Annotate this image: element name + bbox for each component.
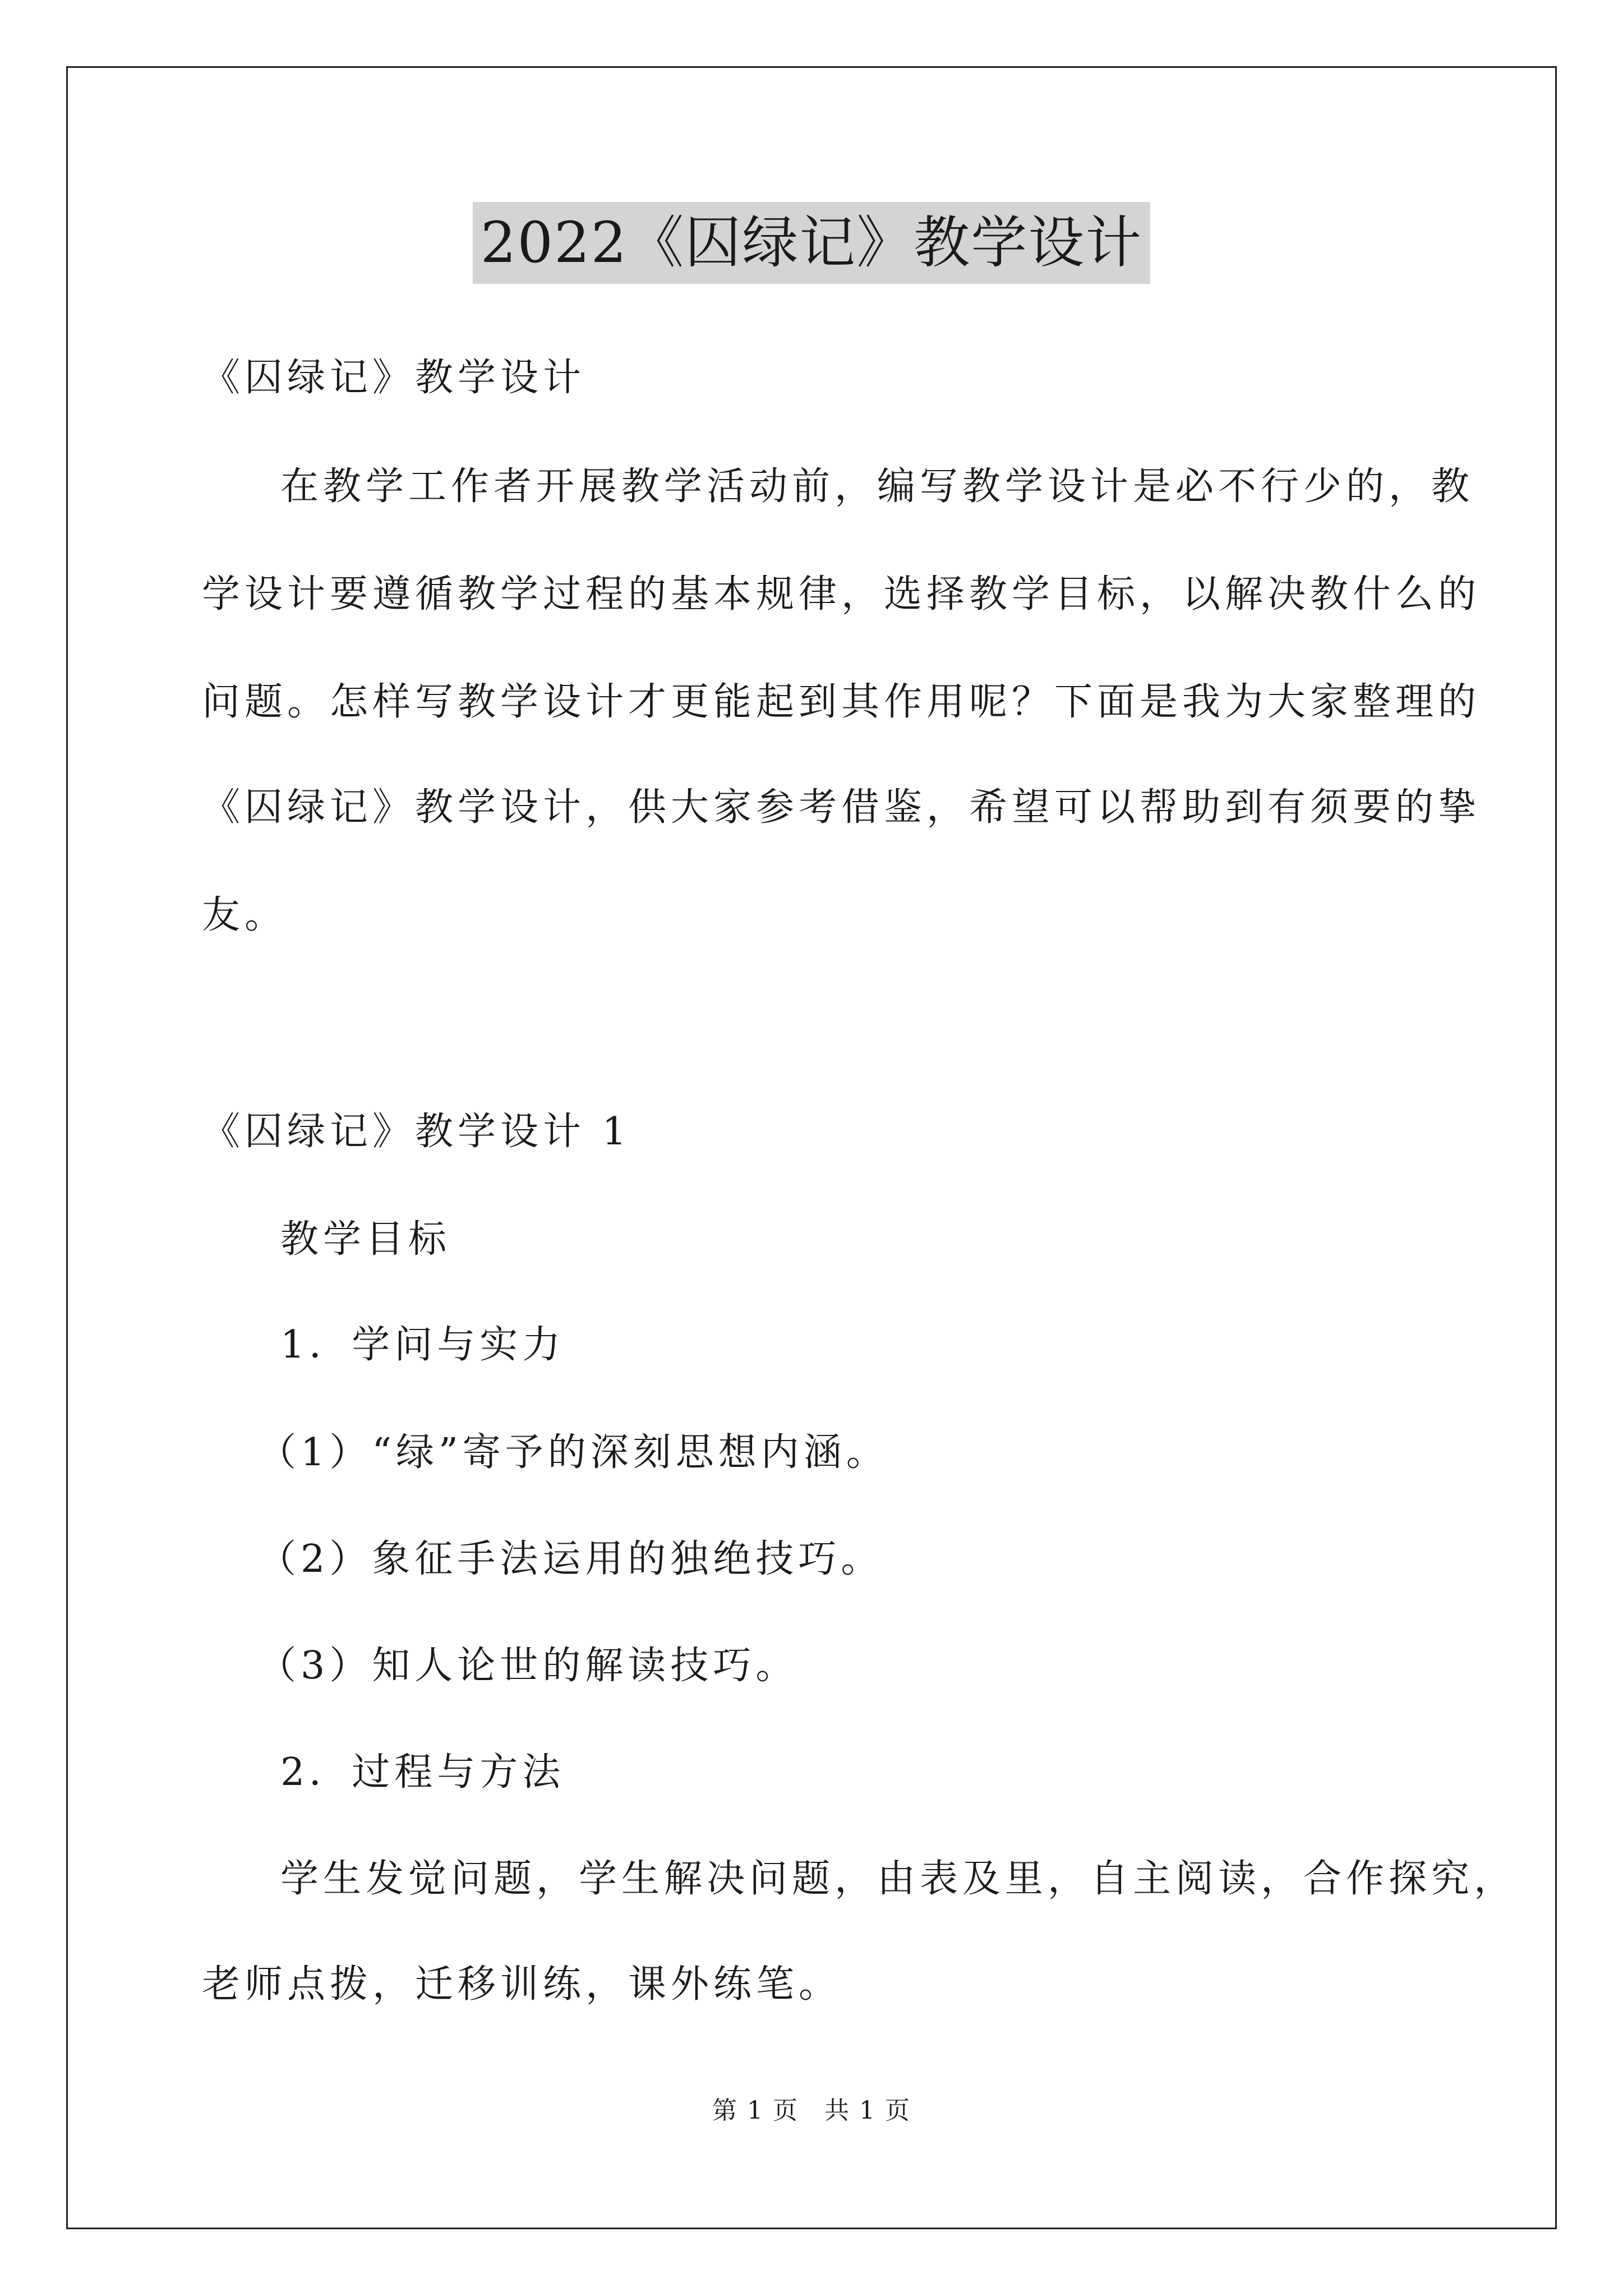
title-container bbox=[0, 202, 1623, 284]
page-footer: 第 1 页 共 1 页 bbox=[712, 2096, 911, 2125]
method-line-2: 老师点拨，迁移训练，课外练笔。 bbox=[202, 1962, 842, 2007]
section-heading: 《囚绿记》教学设计 1 bbox=[202, 1110, 631, 1154]
intro-line-2: 学设计要遵循教学过程的基本规律，选择教学目标，以解决教什么的 bbox=[202, 572, 1481, 616]
sub-item-1: （1）“绿”寄予的深刻思想内涵。 bbox=[258, 1430, 889, 1475]
method-line-1: 学生发觉问题，学生解决问题，由表及里，自主阅读，合作探究， bbox=[280, 1857, 1517, 1901]
document-title: 2022《囚绿记》教学设计 bbox=[473, 202, 1151, 284]
item1-heading: 1．学问与实力 bbox=[280, 1323, 565, 1367]
intro-line-1: 在教学工作者开展教学活动前，编写教学设计是必不行少的，教 bbox=[280, 464, 1474, 509]
objectives-heading: 教学目标 bbox=[280, 1217, 451, 1262]
sub-item-3: （3）知人论世的解读技巧。 bbox=[258, 1644, 799, 1688]
intro-line-3: 问题。怎样写教学设计才更能起到其作用呢？下面是我为大家整理的 bbox=[202, 680, 1481, 724]
intro-line-4: 《囚绿记》教学设计，供大家参考借鉴，希望可以帮助到有须要的挚 bbox=[202, 785, 1481, 830]
document-subtitle: 《囚绿记》教学设计 bbox=[202, 356, 586, 400]
intro-line-5: 友。 bbox=[202, 893, 288, 937]
sub-item-2: （2）象征手法运用的独绝技巧。 bbox=[258, 1537, 884, 1581]
item2-heading: 2．过程与方法 bbox=[280, 1750, 565, 1795]
